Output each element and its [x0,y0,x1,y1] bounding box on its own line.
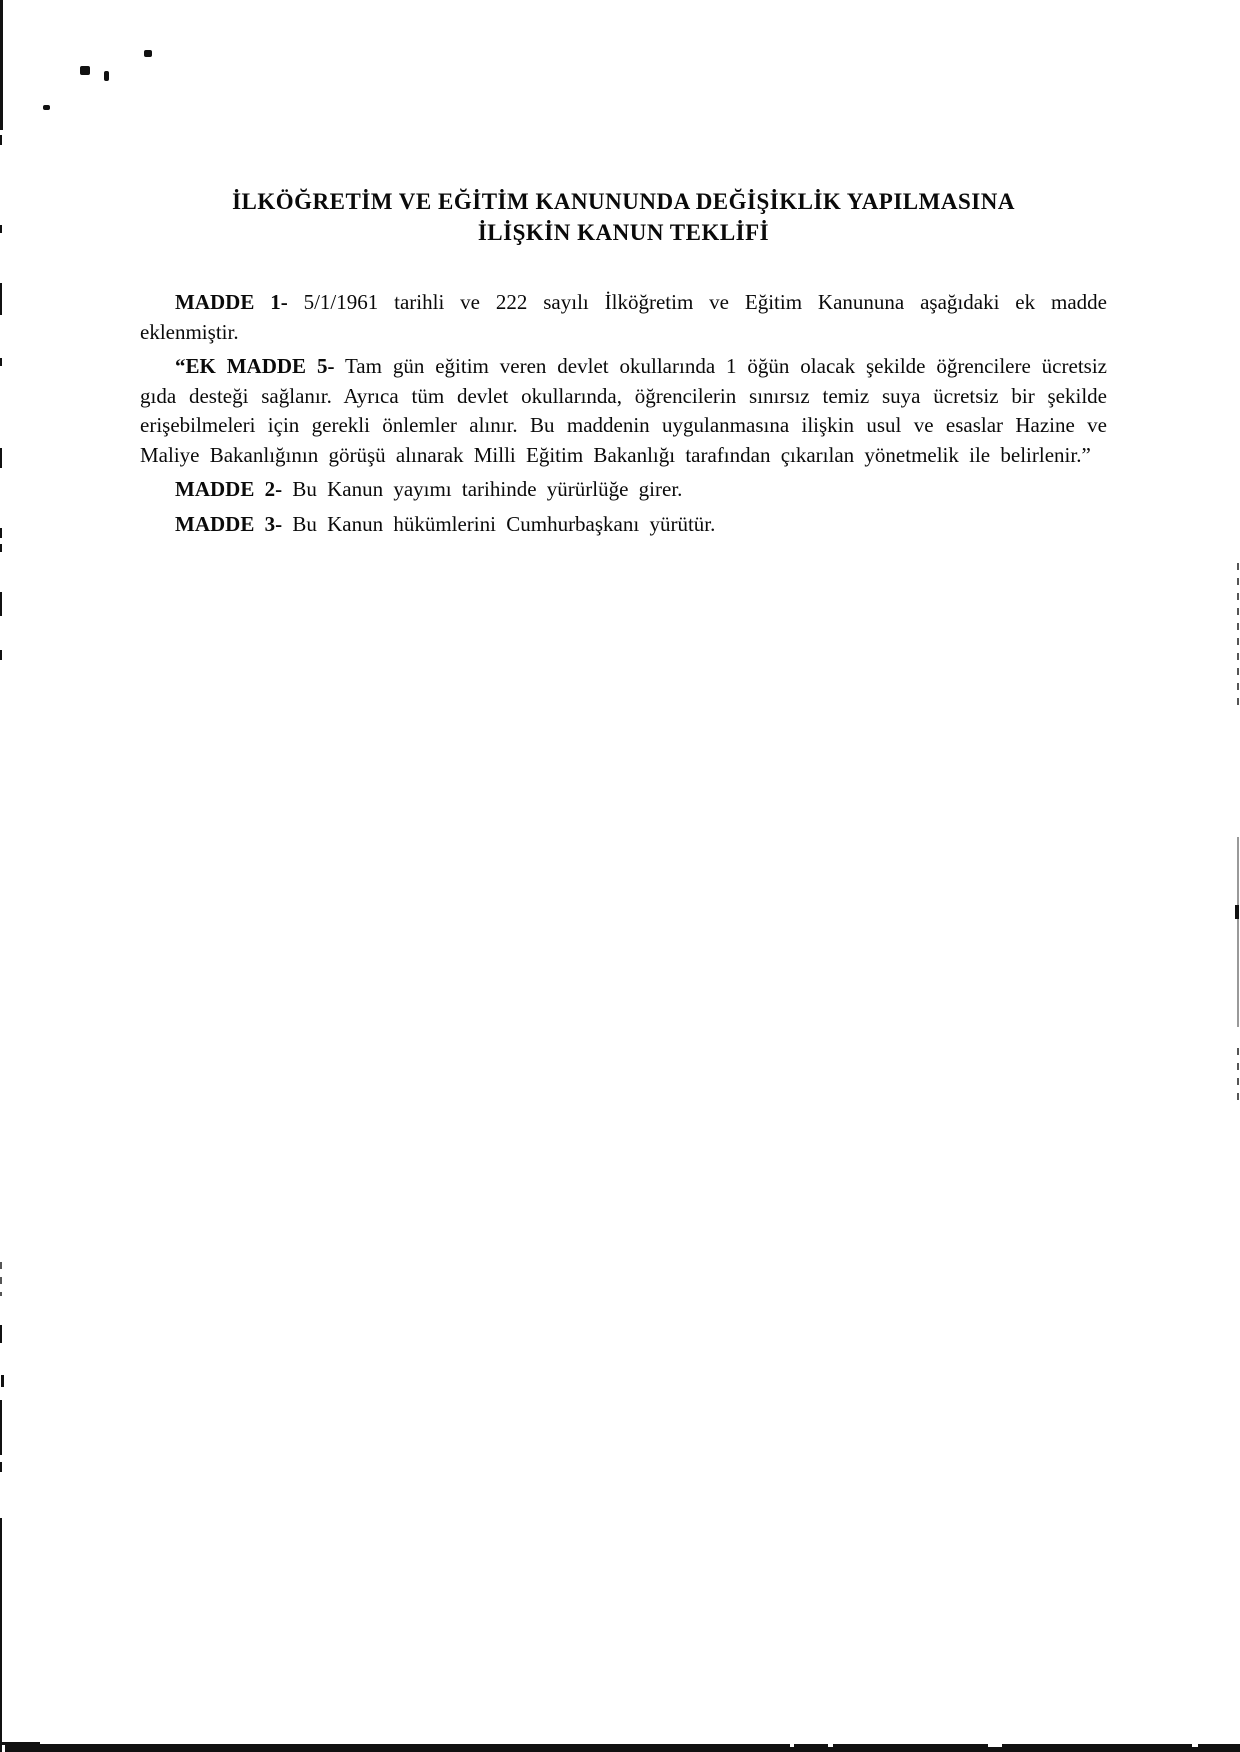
scan-edge-left-dash [0,448,2,468]
scan-edge-left-bar [0,0,3,130]
scan-edge-left-dash [0,592,2,616]
article-3-paragraph [140,510,1107,540]
scan-edge-left-dash [0,283,2,315]
scan-bottom-bar [5,1744,1240,1752]
scan-edge-left-dash [1,1375,4,1387]
ek-madde-5-paragraph [140,352,1107,470]
scan-bottom-bar-gap [828,1744,833,1747]
scan-edge-left-dash [0,135,2,145]
scan-edge-left-dash [0,358,2,366]
scan-edge-left-dashed-line [0,1262,2,1296]
scan-speck [80,66,90,75]
article-1-label: MADDE 1- [175,290,288,314]
scan-edge-right-dashed-line [1237,1048,1239,1103]
article-1-text: 5/1/1961 tarihli ve 222 sayılı İlköğretim ve Eğitim Kanununa aşağıdaki ek madde eklenmiştir. [140,290,1107,344]
document-title-line2: İLİŞKİN KANUN TEKLİFİ [477,220,770,245]
scan-speck [104,71,109,81]
article-2-label: MADDE 2- [175,477,283,501]
scan-bottom-bar-gap [790,1744,794,1747]
scan-edge-left-dash [0,1462,2,1472]
scan-edge-left-bar [0,1518,2,1752]
scan-edge-left-dash [0,544,2,552]
document-title [140,186,1107,248]
article-2-paragraph [140,475,1107,505]
scan-edge-left-dash [0,650,2,660]
scan-bottom-bar-dash [0,1742,40,1745]
ek-madde-5-label: “EK MADDE 5- [175,354,335,378]
article-3-text: Bu Kanun hükümlerini Cumhurbaşkanı yürütür. [282,511,716,536]
ek-madde-5-text: Tam gün eğitim veren devlet okullarında 1 öğün olacak şekilde öğrencilere ücretsiz gıda desteği sağlanır. Ayrıca tüm devlet okullarında, öğrencilerin sınırsız temiz suya ücretsiz bir şekilde erişebilmeleri için gerekli önlemler alınır. Bu maddenin uygulanmasına ilişkin usul ve esaslar Hazine ve Maliye Bakanlığının görüşü alınarak Milli Eğitim Bakanlığı tarafından çıkarılan yönetmelik ile belirlenir.” [140,354,1107,467]
scan-edge-right-dark-spot [1235,905,1239,919]
scan-edge-left-dash [0,1325,2,1343]
document-content [140,186,1107,544]
article-3-label: MADDE 3- [175,511,283,536]
article-1-paragraph [140,288,1107,347]
document-title-line1: İLKÖĞRETİM VE EĞİTİM KANUNUNDA DEĞİŞİKLİK YAPILMASINA [232,189,1015,214]
scan-edge-right-gray-line [1237,837,1239,1027]
scan-edge-left-dash [0,225,2,233]
scan-bottom-bar-gap [1192,1744,1198,1747]
article-2-text: Bu Kanun yayımı tarihinde yürürlüğe girer. [282,477,683,501]
scan-edge-right-dashed-line [1237,563,1239,713]
scan-speck [144,50,152,57]
scan-bottom-bar-gap [988,1744,1002,1747]
scan-edge-left-dash [0,528,2,538]
scan-speck [43,105,50,110]
scan-edge-left-dash [0,1400,2,1455]
